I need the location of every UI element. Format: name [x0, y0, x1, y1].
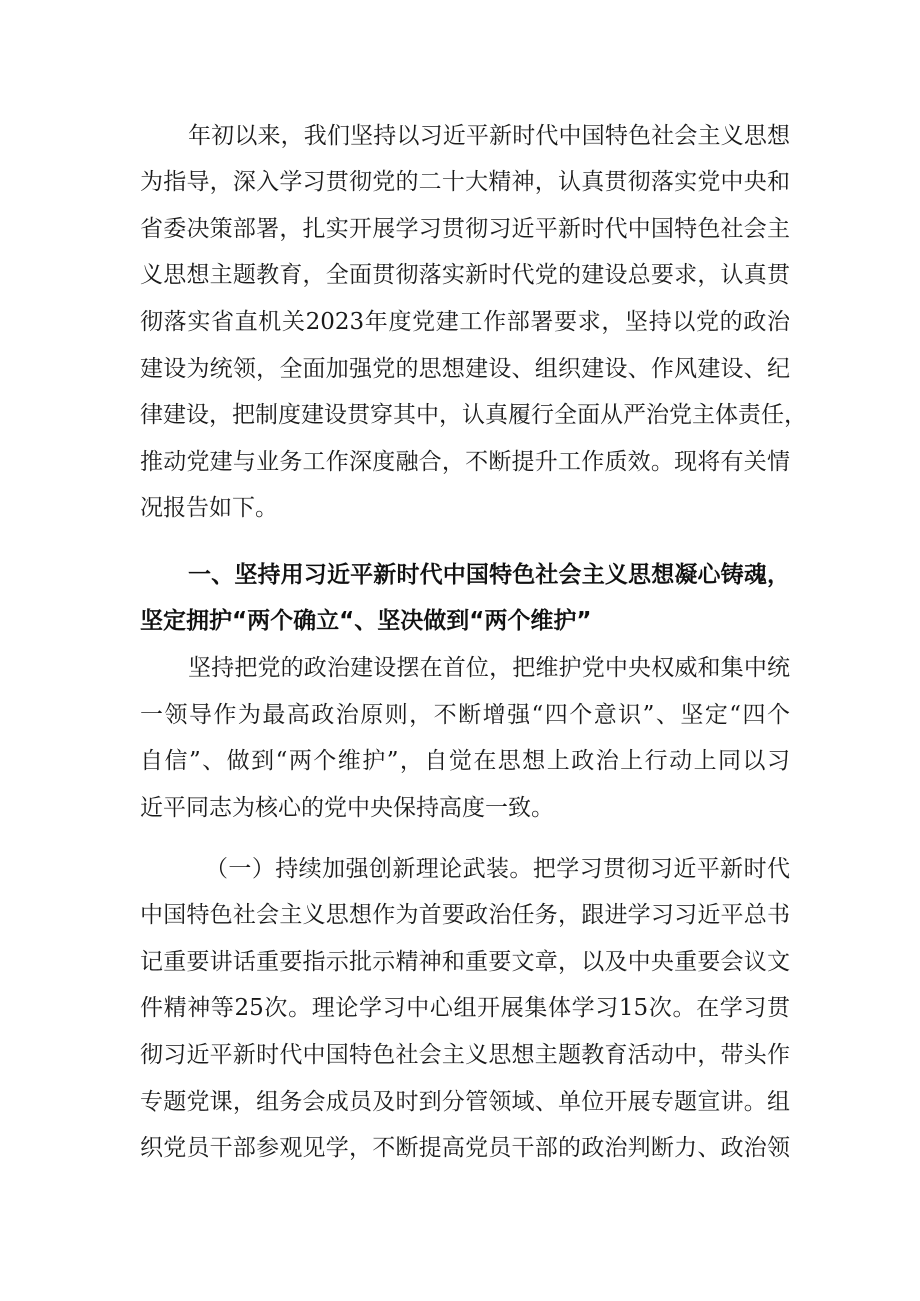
text-line: 况报告如下。 [140, 495, 278, 521]
text-line: 一领导作为最高政治原则，不断增强“四个意识”、坚定“四个 [140, 702, 790, 728]
text-line: 记重要讲话重要指示批示精神和重要文章，以及中央重要会议文 [140, 949, 790, 975]
text-line: 件精神等25次。理论学习中心组开展集体学习15次。在学习贯 [140, 995, 790, 1021]
text-line: 中国特色社会主义思想作为首要政治任务，跟进学习习近平总书 [140, 902, 790, 928]
text-line: 织党员干部参观见学，不断提高党员干部的政治判断力、政治领 [140, 1135, 790, 1161]
heading-line: 坚定拥护“两个确立“、坚决做到“两个维护” [140, 608, 592, 634]
text-line: 省委决策部署，扎实开展学习贯彻习近平新时代中国特色社会主 [140, 216, 790, 242]
text-line: 近平同志为核心的党中央保持高度一致。 [140, 795, 554, 821]
text-line: 专题党课，组务会成员及时到分管领域、单位开展专题宣讲。组 [140, 1089, 790, 1115]
text-line: 彻习近平新时代中国特色社会主义思想主题教育活动中，带头作 [140, 1042, 790, 1068]
text-line: 彻落实省直机关2023年度党建工作部署要求，坚持以党的政治 [140, 309, 790, 335]
text-line: 自信”、做到“两个维护”，自觉在思想上政治上行动上同以习 [140, 748, 790, 774]
text-line: （一）持续加强创新理论武装。把学习贯彻习近平新时代 [205, 856, 790, 882]
text-line: 坚持把党的政治建设摆在首位，把维护党中央权威和集中统 [188, 655, 790, 681]
text-line: 律建设，把制度建设贯穿其中，认真履行全面从严治党主体责任， [140, 402, 807, 428]
text-line: 义思想主题教育，全面贯彻落实新时代党的建设总要求，认真贯 [140, 262, 790, 288]
text-line: 推动党建与业务工作深度融合，不断提升工作质效。现将有关情 [140, 449, 790, 475]
text-line: 建设为统领，全面加强党的思想建设、组织建设、作风建设、纪 [140, 356, 790, 382]
text-line: 为指导，深入学习贯彻党的二十大精神，认真贯彻落实党中央和 [140, 169, 790, 195]
heading-line: 一、坚持用习近平新时代中国特色社会主义思想凝心铸魂， [188, 562, 790, 588]
text-line: 年初以来，我们坚持以习近平新时代中国特色社会主义思想 [188, 123, 790, 149]
